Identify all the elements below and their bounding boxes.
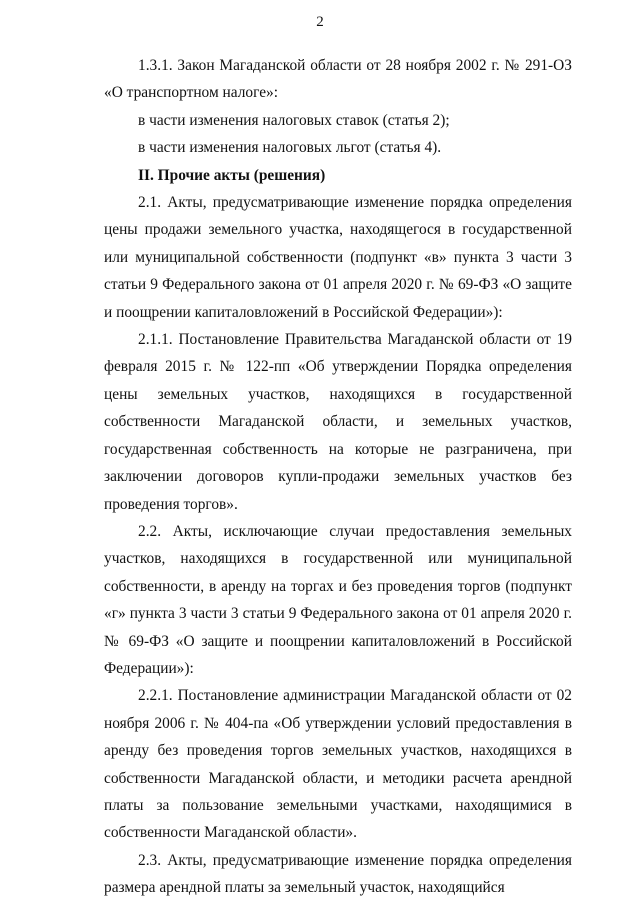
paragraph-2-1-1: 2.1.1. Постановление Правительства Магаданской области от 19 февраля 2015 г. № 122-пп «Об утверждении Порядка определения цены земельных участков, находящихся в государственной собственности Магаданской области, и земельных участков, государственная собственность на которые не разграничена, при заключении договоров купли-продажи земельных участков без проведения торгов».: [104, 331, 572, 513]
paragraph-2-3: 2.3. Акты, предусматривающие изменение порядка определения размера арендной платы за земельный участок, находящийся: [104, 851, 572, 897]
paragraph-2-2: 2.2. Акты, исключающие случаи предоставления земельных участков, находящихся в государственной или муниципальной собственности, в аренду на торгах и без проведения торгов (подпункт «г» пункта 3 части 3 статьи 9 Федерального закона от 01 апреля 2020 г. № 69-ФЗ «О защите и поощрении капиталовложений в Российской Федерации»):: [104, 522, 572, 677]
paragraph-1-3-1-benefits: в части изменения налоговых льгот (статья 4).: [138, 139, 442, 157]
paragraph-2-2-1: 2.2.1. Постановление администрации Магаданской области от 02 ноября 2006 г. № 404-па «Об утверждении условий предоставления в аренду без проведения торгов земельных участков, находящихся в собственности Магаданской области, и методики расчета арендной платы за пользование земельными участками, находящимися в собственности Магаданской области».: [104, 687, 572, 842]
paragraph-1-3-1: 1.3.1. Закон Магаданской области от 28 ноября 2002 г. № 291-ОЗ «О транспортном налоге»:: [104, 57, 572, 102]
page-number: 2: [316, 14, 324, 30]
document-body: [104, 52, 572, 902]
paragraph-2-1: 2.1. Акты, предусматривающие изменение порядка определения цены продажи земельного участка, находящегося в государственной или муниципальной собственности (подпункт «в» пункта 3 части 3 статьи 9 Федерального закона от 01 апреля 2020 г. № 69-ФЗ «О защите и поощрении капиталовложений в Российской Федерации»):: [104, 194, 572, 321]
section-heading-other-acts: II. Прочие акты (решения): [138, 166, 326, 184]
paragraph-1-3-1-rates: в части изменения налоговых ставок (статья 2);: [138, 111, 450, 129]
